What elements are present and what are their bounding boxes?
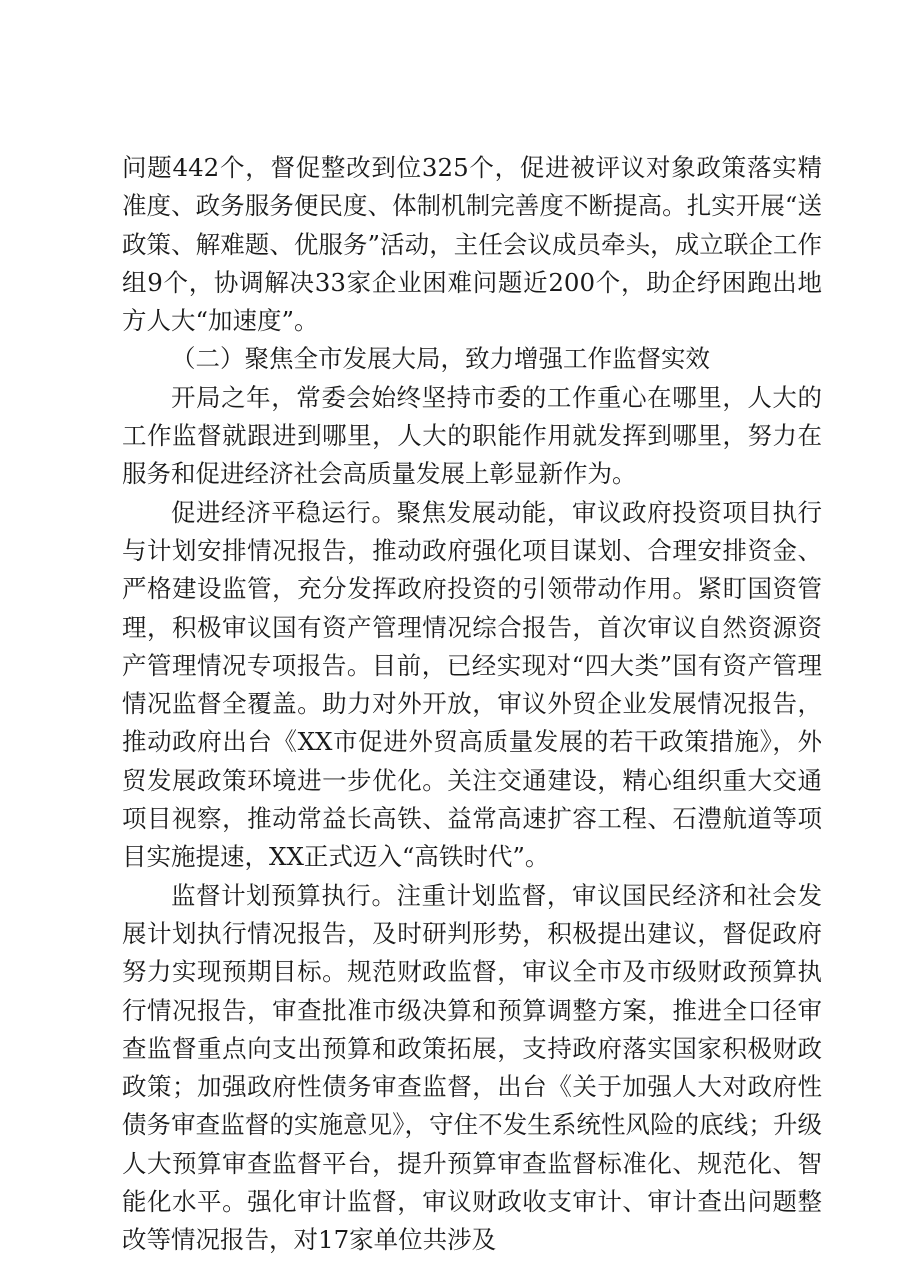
paragraph-budget: 监督计划预算执行。注重计划监督，审议国民经济和社会发展计划执行情况报告，及时研判形势，积极提出建议，督促政府努力实现预期目标。规范财政监督，审议全市及市级财政预算执行情况报告，审查批准市级决算和预算调整方案，推进全口径审查监督重点向支出预算和政策拓展，支持政府落实国家积极财政政策；加强政府性债务审查监督，出台《关于加强人大对政府性债务审查监督的实施意见》，守住不发生系统性风险的底线；升级人大预算审查监督平台，提升预算审查监督标准化、规范化、智能化水平。强化审计监督，审议财政收支审计、审计查出问题整改等情况报告，对17家单位共涉及 <box>122 880 822 1255</box>
document-body <box>122 149 822 1260</box>
paragraph-intro: 开局之年，常委会始终坚持市委的工作重心在哪里，人大的工作监督就跟进到哪里，人大的职能作用就发挥到哪里，努力在服务和促进经济社会高质量发展上彰显新作为。 <box>122 382 822 489</box>
paragraph-continuation: 问题442个，督促整改到位325个，促进被评议对象政策落实精准度、政务服务便民度、体制机制完善度不断提高。扎实开展“送政策、解难题、优服务”活动，主任会议成员牵头，成立联企工作组9个，协调解决33家企业困难问题近200个，助企纾困跑出地方人大“加速度”。 <box>122 153 822 336</box>
section-heading: （二）聚焦全市发展大局，致力增强工作监督实效 <box>171 344 710 374</box>
paragraph-economy: 促进经济平稳运行。聚焦发展动能，审议政府投资项目执行与计划安排情况报告，推动政府强化项目谋划、合理安排资金、严格建设监管，充分发挥政府投资的引领带动作用。紧盯国资管理，积极审议国有资产管理情况综合报告，首次审议自然资源资产管理情况专项报告。目前，已经实现对“四大类”国有资产管理情况监督全覆盖。助力对外开放，审议外贸企业发展情况报告，推动政府出台《XX市促进外贸高质量发展的若干政策措施》，外贸发展政策环境进一步优化。关注交通建设，精心组织重大交通项目视察，推动常益长高铁、益常高速扩容工程、石澧航道等项目实施提速，XX正式迈入“高铁时代”。 <box>122 497 822 872</box>
